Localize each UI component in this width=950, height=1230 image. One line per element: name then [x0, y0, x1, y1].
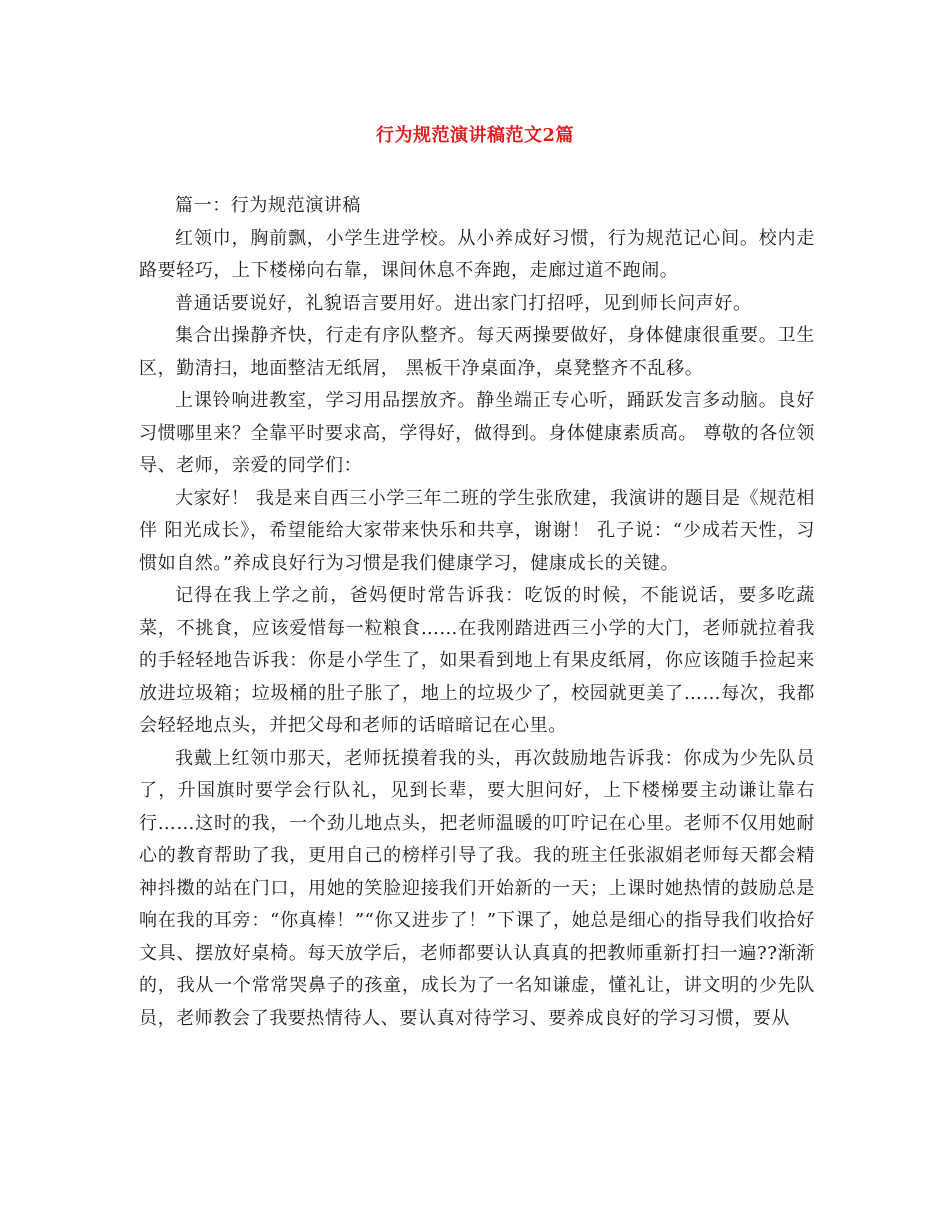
- paragraph: 记得在我上学之前，爸妈便时常告诉我：吃饭的时候，不能说话，要多吃蔬菜，不挑食，应该爱惜每一粒粮食……在我刚踏进西三小学的大门，老师就拉着我的手轻轻地告诉我：你是小学生了，如果看到地上有果皮纸屑，你应该随手捡起来放进垃圾箱；垃圾桶的肚子胀了，地上的垃圾少了，校园就更美了……每次，我都会轻轻地点头，并把父母和老师的话暗暗记在心里。: [139, 585, 815, 736]
- paragraph: 大家好！ 我是来自西三小学三年二班的学生张欣建，我演讲的题目是《规范相伴 阳光成长》，希望能给大家带来快乐和共享，谢谢！ 孔子说：“少成若天性，习惯如自然。”养成良好行为习惯是我们健康学习，健康成长的关键。: [139, 487, 815, 574]
- paragraph: 集合出操静齐快，行走有序队整齐。每天两操要做好，身体健康很重要。卫生区，勤清扫，地面整洁无纸屑， 黑板干净桌面净，桌凳整齐不乱移。: [139, 325, 815, 379]
- document-body: [139, 190, 815, 1035]
- paragraph: 我戴上红领巾那天，老师抚摸着我的头，再次鼓励地告诉我：你成为少先队员了，升国旗时要学会行队礼，见到长辈，要大胆问好，上下楼梯要主动谦让靠右行……这时的我，一个劲儿地点头，把老师温暖的叮咛记在心里。老师不仅用她耐心的教育帮助了我，更用自己的榜样引导了我。我的班主任张淑娟老师每天都会精神抖擞的站在门口，用她的笑脸迎接我们开始新的一天；上课时她热情的鼓励总是响在我的耳旁：“你真棒！”“你又进步了！”下课了，她总是细心的指导我们收拾好文具、摆放好桌椅。每天放学后，老师都要认认真真的把教师重新打扫一遍??渐渐的，我从一个常常哭鼻子的孩童，成长为了一名知谦虚，懂礼让，讲文明的少先队员，老师教会了我要热情待人、要认真对待学习、要养成良好的学习习惯，要从: [139, 747, 815, 1029]
- paragraph: 上课铃响进教室，学习用品摆放齐。静坐端正专心听，踊跃发言多动脑。良好习惯哪里来？全靠平时要求高，学得好，做得到。身体健康素质高。 尊敬的各位领导、老师，亲爱的同学们：: [139, 390, 815, 476]
- document-title: 行为规范演讲稿范文2篇: [375, 125, 575, 146]
- paragraph: 普通话要说好，礼貌语言要用好。进出家门打招呼，见到师长问声好。: [175, 292, 752, 314]
- section-heading: 篇一：行为规范演讲稿: [175, 195, 361, 216]
- paragraph: 红领巾，胸前飘，小学生进学校。从小养成好习惯，行为规范记心间。校内走路要轻巧，上下楼梯向右靠，课间休息不奔跑，走廊过道不跑闹。: [139, 227, 815, 281]
